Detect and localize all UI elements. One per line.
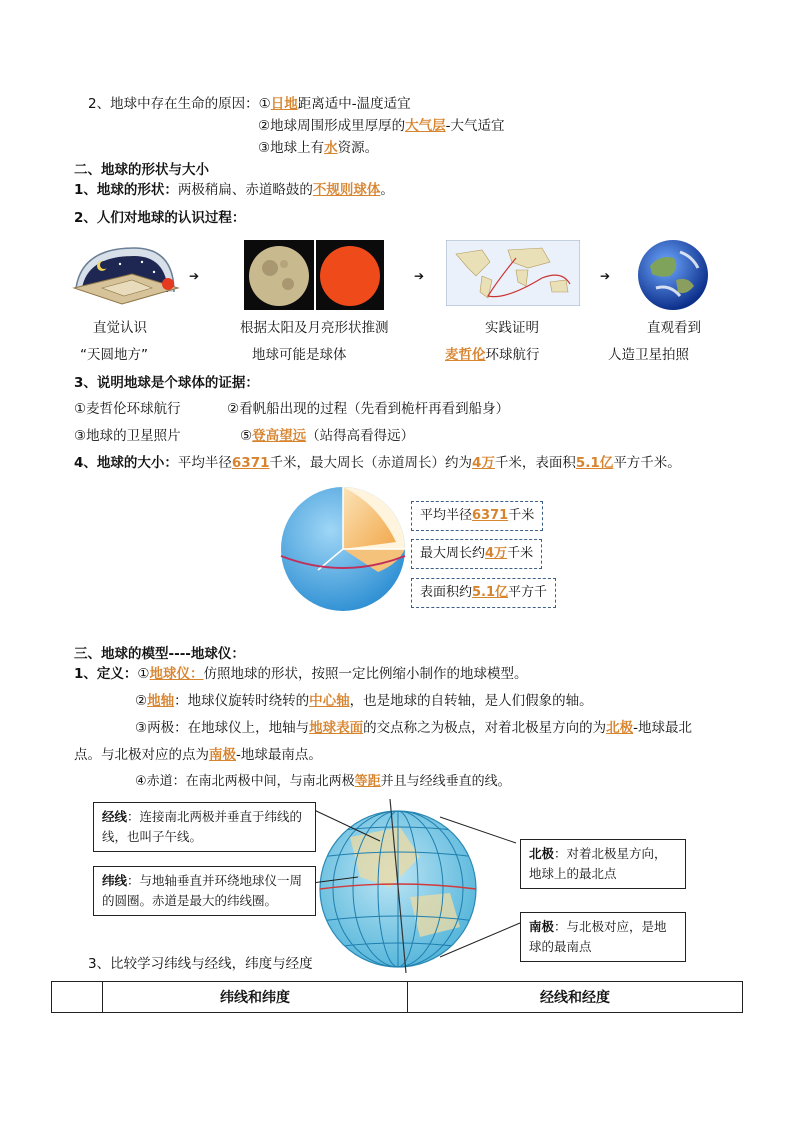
answer-magellan: 麦哲伦	[445, 347, 486, 363]
section-2-heading: 二、地球的形状与大小	[74, 162, 209, 178]
compare-heading: 3、比较学习纬线与经线，纬度与经度	[88, 956, 313, 972]
life-reason-line-2: ②地球周围形成里厚厚的大气层-大气适宜	[258, 118, 505, 134]
answer-axis: 地轴	[147, 693, 175, 709]
evidence-3: ③地球的卫星照片	[74, 428, 181, 444]
earth-satellite-photo	[636, 238, 710, 312]
answer-water: 水	[324, 140, 338, 156]
stage-4-title: 直观看到	[647, 320, 701, 336]
answer-irregular-sphere: 不规则球体	[312, 182, 381, 198]
earth-size-line: 4、地球的大小：平均半径6371千米，最大周长（赤道周长）约为4万千米，表面积5.1亿平方千米。	[74, 455, 681, 471]
north-pole-box: 北极：对着北极星方向，地球上的最北点	[520, 839, 686, 889]
table-row	[52, 982, 743, 1013]
earth-cutaway-globe	[278, 484, 408, 614]
globe-definition-line: 1、定义：①地球仪：仿照地球的形状，按照一定比例缩小制作的地球模型。	[74, 666, 528, 682]
stage-3-title: 实践证明	[485, 320, 539, 336]
answer-area: 5.1亿	[575, 455, 614, 471]
south-pole-box: 南极：与北极对应，是地球的最南点	[520, 912, 686, 962]
evidence-1: ①麦哲伦环球航行	[74, 401, 181, 417]
evidence-5: ⑤登高望远（站得高看得远）	[240, 428, 415, 444]
meridian-definition-box: 经线：连接南北两极并垂直于纬线的线，也叫子午线。	[93, 802, 316, 852]
stage-2-desc: 地球可能是球体	[252, 347, 347, 363]
axis-definition-line: ②地轴：地球仪旋转时绕转的中心轴，也是地球的自转轴，是人们假象的轴。	[135, 693, 593, 709]
stage-2-title: 根据太阳及月亮形状推测	[240, 320, 389, 336]
stage-1-title: 直觉认识	[93, 320, 147, 336]
arrow-icon: ➔	[189, 269, 200, 283]
moon-photo	[244, 240, 314, 310]
arrow-icon: ➔	[600, 269, 611, 283]
globe-grid-illustration	[290, 797, 530, 973]
stage-1-desc: “天圆地方”	[80, 347, 148, 363]
callout-area: 表面积约5.1亿平方千	[411, 578, 556, 608]
life-reason-line-1: 2、地球中存在生命的原因：①日地距离适中-温度适宜	[88, 96, 411, 112]
stage-4-desc: 人造卫星拍照	[608, 347, 689, 363]
parallel-definition-box: 纬线：与地轴垂直并环绕地球仪一周的圆圈。赤道是最大的纬线圈。	[93, 866, 316, 916]
answer-earth-surface: 地球表面	[309, 720, 364, 736]
magellan-route-map	[446, 240, 580, 306]
arrow-icon: ➔	[414, 269, 425, 283]
answer-atmosphere: 大气层	[405, 118, 446, 134]
table-header-parallels: 纬线和纬度	[103, 982, 408, 1013]
table-header-meridians: 经线和经度	[408, 982, 743, 1013]
answer-circumference: 4万	[471, 455, 495, 471]
stage-3-desc: 麦哲伦环球航行	[445, 347, 540, 363]
evidence-heading: 3、说明地球是个球体的证据：	[74, 375, 259, 391]
answer-equidistant: 等距	[354, 774, 381, 789]
answer-sun-earth: 日地	[270, 96, 298, 112]
sun-photo	[316, 240, 384, 310]
sky-dome-illustration	[72, 244, 184, 310]
poles-definition-line-2: 点。与北极对应的点为南极-地球最南点。	[74, 747, 322, 763]
evidence-2: ②看帆船出现的过程（先看到桅杆再看到船身）	[227, 401, 510, 417]
poles-definition-line: ③两极：在地球仪上，地轴与地球表面的交点称之为极点，对着北极星方向的为北极-地球最北	[135, 720, 692, 736]
callout-radius: 平均半径6371千米	[411, 501, 543, 531]
section-3-heading: 三、地球的模型----地球仪：	[74, 646, 245, 662]
answer-climb-high: 登高望远	[252, 428, 307, 444]
callout-circumference: 最大周长约4万千米	[411, 539, 542, 569]
answer-north-pole: 北极	[606, 720, 634, 736]
equator-definition-line: ④赤道：在南北两极中间，与南北两极等距并且与经线垂直的线。	[135, 774, 511, 789]
answer-radius: 6371	[231, 455, 270, 471]
life-reason-line-3: ③地球上有水资源。	[258, 140, 379, 156]
cognition-heading: 2、人们对地球的认识过程：	[74, 210, 246, 226]
answer-south-pole: 南极	[209, 747, 236, 763]
earth-shape-line: 1、地球的形状：两极稍扁、赤道略鼓的不规则球体。	[74, 182, 394, 198]
answer-central-axis: 中心轴	[309, 693, 350, 709]
table-header-empty	[52, 982, 103, 1013]
comparison-table	[51, 981, 743, 1013]
answer-globe: 地球仪：	[149, 666, 204, 682]
